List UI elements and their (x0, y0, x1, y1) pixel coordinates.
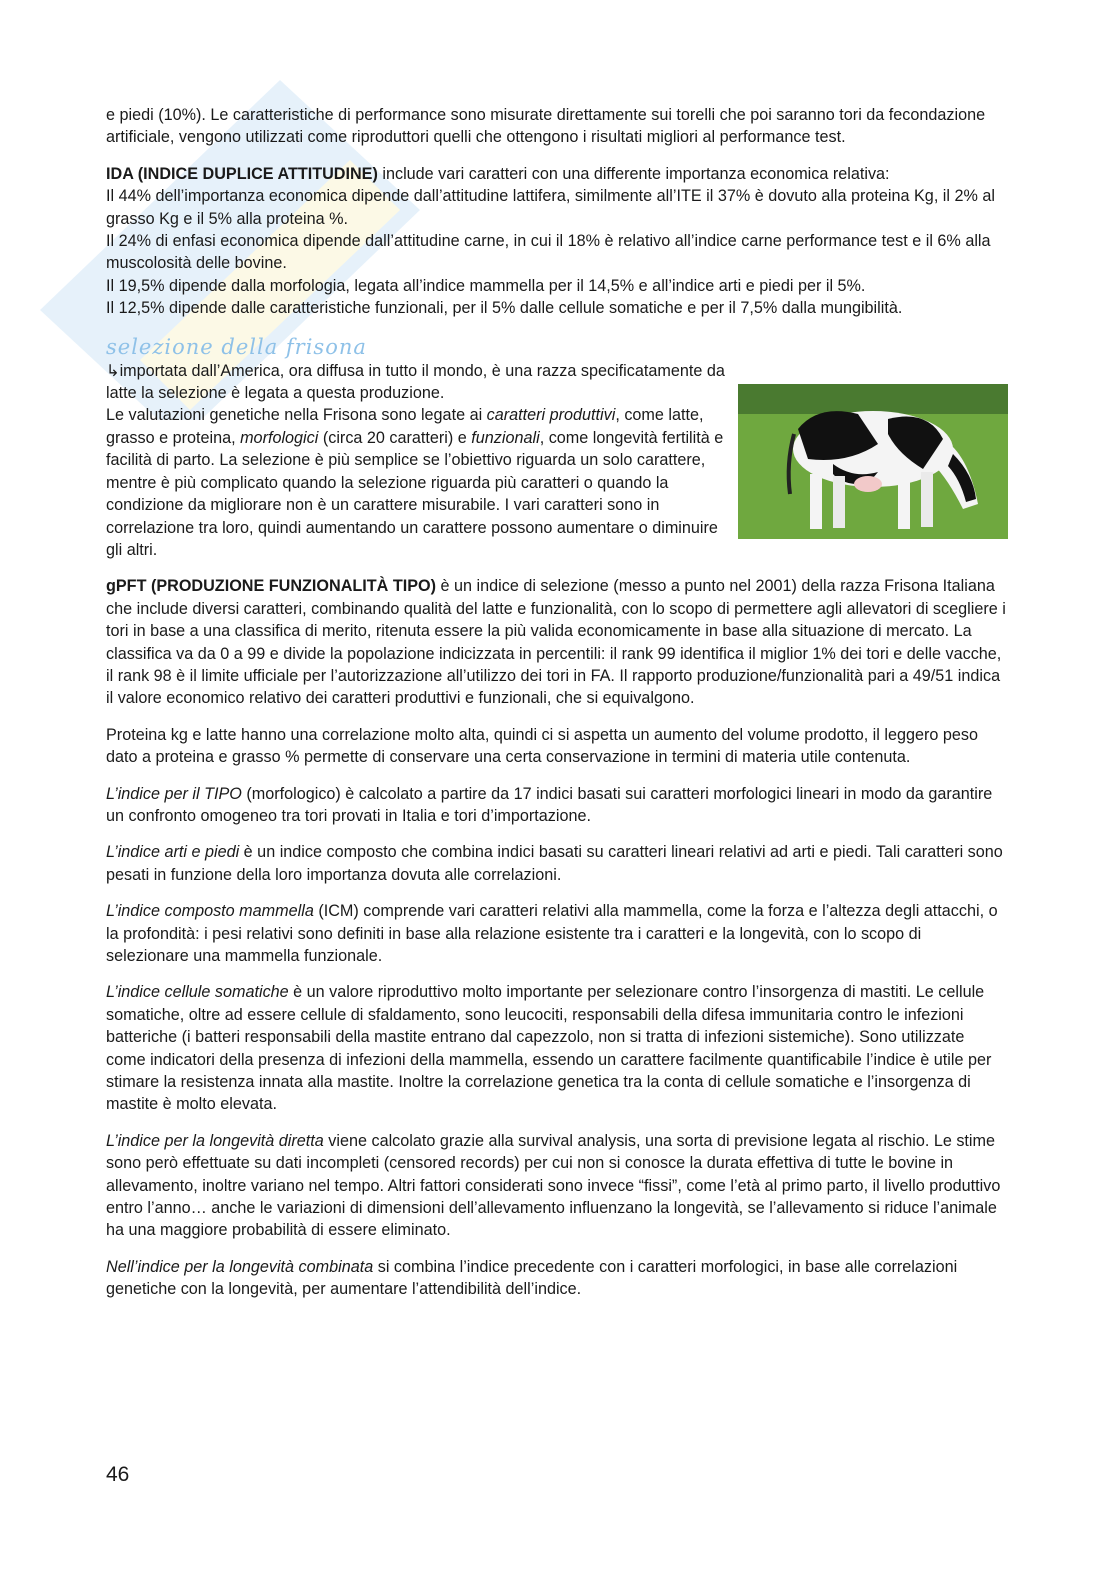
page-number: 46 (106, 1463, 130, 1486)
paragraph-intro: e piedi (10%). Le caratteristiche di performance sono misurate direttamente sui torelli che poi saranno tori da fecondazione artificiale, vengono utilizzati come riproduttori quelli che ottengono i risultati migliori al performance test. (106, 106, 986, 147)
frisona-text-4: (circa 20 caratteri) e (318, 428, 472, 447)
tipo-italic: L’indice per il TIPO (106, 784, 242, 803)
cellule-paragraph (106, 981, 1006, 1115)
tipo-text: (morfologico) è calcolato a partire da 17 indici basati sui caratteri morfologici lineari in modo da garantire un confronto omogeneo tra tori provati in Italia e tori d’importazione. (106, 784, 993, 825)
frisona-text-5: , come longevità fertilità e facilità di parto. La selezione è più semplice se l’obiettivo riguarda un solo carattere, mentre è più complicato quando la selezione riguarda più caratteri o quando la condizione da migliorare non è un carattere misurabile. I vari caratteri sono in correlazione tra loro, quindi aumentando un carattere possono aumentare o diminuire gli altri. (106, 428, 724, 559)
gpft-title: gPFT (PRODUZIONE FUNZIONALITÀ TIPO) (106, 577, 437, 596)
ida-line-4: Il 12,5% dipende dalle caratteristiche funzionali, per il 5% dalle cellule somatiche e per il 7,5% dalla mungibilità. (106, 299, 903, 318)
gpft-text: è un indice di selezione (messo a punto nel 2001) della razza Frisona Italiana che include diversi caratteri, combinando qualità del latte e funzionalità, con lo scopo di permettere agli allevatori di scegliere i tori in base a una classifica di merito, ritenuta essere la più valida economicamente in base alla situazione di mercato. La classifica va da 0 a 99 e divide la popolazione indicizzata in percentili: il rank 99 identifica il miglior 1% dei tori e delle vacche, il rank 98 è il limite ufficiale per l’autorizzazione all’utilizzo dei tori in FA. Il rapporto produzione/funzionalità pari a 49/51 indica il valore economico relativo dei caratteri produttivi e funzionali, che si equivalgono. (106, 577, 1006, 708)
frisona-section (106, 360, 1006, 562)
combinata-paragraph (106, 1256, 1006, 1301)
gpft-paragraph (106, 575, 1006, 709)
cellule-text: è un valore riproduttivo molto importante per selezionare contro l’insorgenza di mastiti. Le cellule somatiche, oltre ad essere cellule di sfaldamento, sono leucociti, responsabili della difesa immunitaria contro le infezioni batteriche (i batteri responsabili della mastite entrano dal capezzolo, non si tratta di infezioni sistemiche). Sono utilizzate come indicatori della presenza di infezioni della mammella, essendo un carattere facilmente quantificabile l’indice è utile per stimare la resistenza innata alla mastite. Inoltre la correlazione genetica tra la conta di cellule somatiche e l’insorgenza di mastite è molto elevata. (106, 983, 992, 1114)
ida-line-1: Il 44% dell’importanza economica dipende dall’attitudine lattifera, similmente all’ITE il 37% è dovuto alla proteina Kg, il 2% al grasso Kg e il 5% alla proteina %. (106, 187, 995, 228)
combinata-text: si combina l’indice precedente con i caratteri morfologici, in base alle correlazioni genetiche con la longevità, per aumentare l’attendibilità dell’indice. (106, 1257, 958, 1299)
frisona-text-2: Le valutazioni genetiche nella Frisona sono legate ai (106, 406, 487, 425)
ida-title: IDA (INDICE DUPLICE ATTITUDINE) (106, 164, 378, 183)
combinata-italic: Nell’indice per la longevità combinata (106, 1257, 374, 1276)
mammella-text: (ICM) comprende vari caratteri relativi alla mammella, come la forza e l’altezza degli attacchi, o la profondità: i pesi relativi sono definiti in base alla relazione esistente tra i caratteri e la longevità, con lo scopo di selezionare una mammella funzionale. (106, 902, 998, 965)
document-page (106, 104, 1006, 1315)
ida-intro: include vari caratteri con una differente importanza economica relativa: (377, 164, 890, 183)
arrow-icon: ↳ (106, 361, 120, 380)
proteina-paragraph: Proteina kg e latte hanno una correlazione molto alta, quindi ci si aspetta un aumento del volume prodotto, il leggero peso dato a proteina e grasso % permette di conservare una certa conservazione in termini di materia utile contenuta. (106, 725, 978, 767)
arti-paragraph (106, 841, 1006, 886)
arti-text: è un indice composto che combina indici basati su caratteri lineari relativi ad arti e piedi. Tali caratteri sono pesati in funzione della loro importanza dovuta alle correlazioni. (106, 843, 1003, 884)
arti-italic: L’indice arti e piedi (106, 843, 240, 862)
frisona-text-1: importata dall’America, ora diffusa in tutto il mondo, è una razza specificatamente da latte la selezione è legata a questa produzione. (106, 361, 725, 403)
ida-section (106, 163, 1006, 320)
longevita-text: viene calcolato grazie alla survival analysis, una sorta di previsione legata al rischio. Le stime sono però effettuate su dati incompleti (censored records) per cui non si conosce la durata effettiva di tutte le bovine in allevamento, inoltre variano nel tempo. Altri fattori considerati sono invece “fissi”, come l’età al primo parto, il livello produttivo entro l’anno… anche le variazioni di dimensioni dell’allevamento influenzano la longevità, se l’allevamento si riduce l’animale ha una maggiore probabilità di essere eliminato. (106, 1131, 1001, 1240)
cellule-italic: L’indice cellule somatiche (106, 983, 289, 1002)
mammella-italic: L’indice composto mammella (106, 902, 314, 921)
ida-line-2: Il 24% di enfasi economica dipende dall’attitudine carne, in cui il 18% è relativo all’indice carne performance test e il 6% alla muscolosità delle bovine. (106, 232, 991, 273)
longevita-italic: L’indice per la longevità diretta (106, 1131, 324, 1150)
ida-line-3: Il 19,5% dipende dalla morfologia, legata all’indice mammella per il 14,5% e all’indice arti e piedi per il 5%. (106, 276, 866, 295)
holstein-cow-photo (738, 384, 1008, 539)
mammella-paragraph (106, 900, 1006, 967)
frisona-italic-funzionali: funzionali (471, 428, 540, 447)
frisona-italic-produttivi: caratteri produttivi (486, 406, 616, 425)
longevita-paragraph (106, 1130, 1006, 1242)
frisona-text-3: , come latte, grasso e proteina, (106, 406, 704, 447)
section-heading-frisona: selezione della frisona (106, 334, 367, 359)
frisona-italic-morfologici: morfologici (240, 428, 319, 447)
tipo-paragraph (106, 783, 1006, 828)
